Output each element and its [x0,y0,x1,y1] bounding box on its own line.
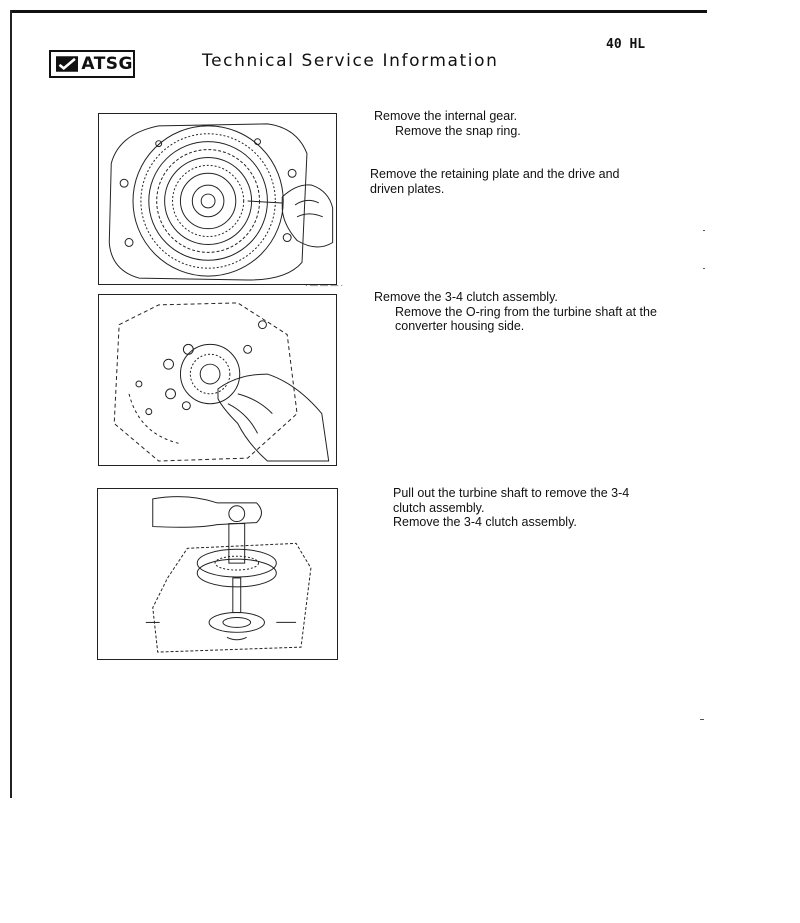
step-4-text [393,486,629,530]
atsg-logo [49,50,135,78]
step-line: Pull out the turbine shaft to remove the 3-4 [393,486,630,500]
step-line: Remove the 3-4 clutch assembly. [393,515,577,529]
logo-text: ATSG [81,54,133,74]
page-title: Technical Service Information [202,51,499,71]
scan-speck [700,719,704,720]
gear-housing-illustration [99,114,336,284]
checkmark-logo-icon [56,55,78,73]
step-line: converter housing side. [395,319,525,333]
left-rule [10,10,12,798]
turbine-shaft-illustration [98,489,337,659]
step-line: Remove the 3-4 clutch assembly. [374,290,558,304]
step-line: Remove the snap ring. [395,123,521,138]
figure-turbine-shaft [97,488,338,660]
top-rule [10,10,707,13]
step-line: driven plates. [370,181,445,196]
figure-clutch-assembly [98,294,337,466]
step-line: Remove the internal gear. [374,109,518,123]
step-line: Remove the O-ring from the turbine shaft at the [395,304,657,319]
step-1-text [374,109,521,138]
page-number: 40 HL [606,37,646,52]
step-2-text [370,167,619,196]
figure-mark: · — — — · [305,281,344,290]
step-3-text [374,290,657,334]
converter-housing-illustration [99,295,336,465]
scan-speck [703,230,705,231]
step-line: clutch assembly. [393,500,485,515]
figure-internal-gear [98,113,337,285]
scan-speck [703,268,705,269]
step-line: Remove the retaining plate and the drive and [370,167,620,181]
